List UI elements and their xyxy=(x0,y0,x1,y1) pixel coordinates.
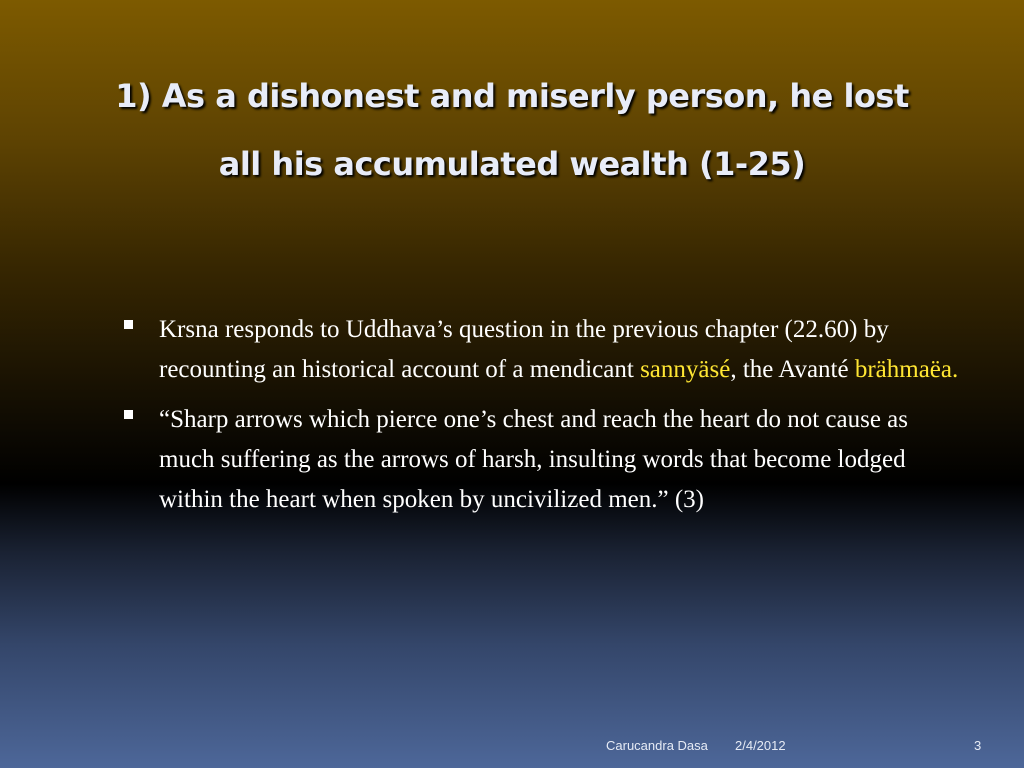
bullet-item xyxy=(120,400,960,520)
bullet-text: Krsna responds to Uddhava’s question in the previous chapter (22.60) by recounting an historical account of a mendicant xyxy=(159,316,889,383)
highlight-term: sannyäsé xyxy=(640,356,731,383)
footer-author: Carucandra Dasa xyxy=(606,738,708,753)
bullet-text: , the Avanté xyxy=(730,356,855,383)
square-bullet-icon xyxy=(124,410,133,419)
slide-title xyxy=(60,62,964,198)
footer-page-number: 3 xyxy=(974,738,982,753)
highlight-term: brähmaëa. xyxy=(854,356,959,383)
slide-title-line-1: 1) As a dishonest and miserly person, he lost xyxy=(115,77,909,115)
footer-date: 2/4/2012 xyxy=(735,738,786,753)
slide-title-line-2: all his accumulated wealth (1-25) xyxy=(218,145,806,183)
bullet-item xyxy=(120,310,960,390)
slide-content xyxy=(120,310,960,530)
bullet-text: “Sharp arrows which pierce one’s chest and reach the heart do not cause as much suffering as the arrows of harsh, insulting words that become lodged within the heart when spoken by uncivilized men.” (3) xyxy=(159,406,908,513)
square-bullet-icon xyxy=(124,320,133,329)
